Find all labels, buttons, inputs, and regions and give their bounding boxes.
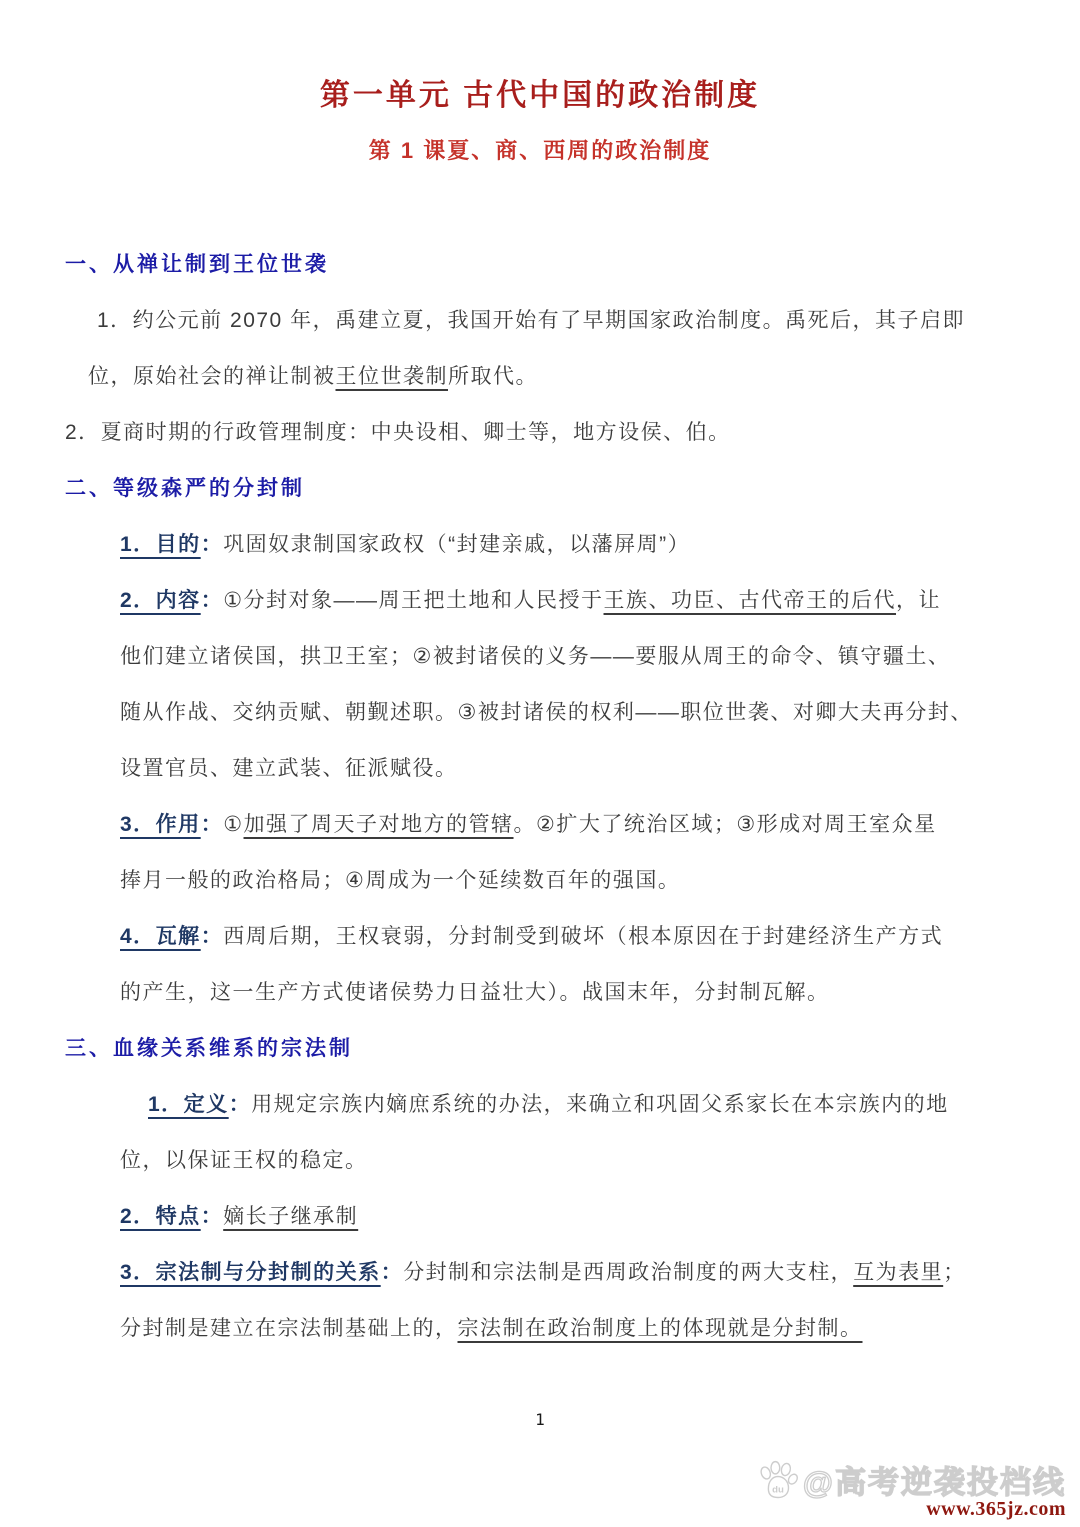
baidu-paw-icon [757, 1459, 799, 1501]
text-segment: 2．夏商时期的行政管理制度：中央设相、卿士等，地方设侯、伯。 [65, 421, 731, 444]
text-line [0, 685, 1080, 741]
underlined-phrase: 王位世袭制 [335, 365, 448, 388]
text-segment: 一、从禅让制到王位世袭 [65, 253, 329, 276]
text-segment: 用规定宗族内嫡庶系统的办法，来确立和巩固父系家长在本宗族内的地 [251, 1093, 949, 1116]
text-segment: 位，以保证王权的稳定。 [120, 1149, 368, 1172]
underlined-phrase: 嫡长子继承制 [223, 1205, 359, 1228]
paw-icon-text: du [771, 1483, 784, 1495]
underlined-phrase: 王族、功臣、古代帝王的后代 [603, 589, 897, 612]
text-segment: 。②扩大了统治区域；③形成对周王室众星 [513, 813, 937, 836]
text-segment: 捧月一般的政治格局；④周成为一个延续数百年的强国。 [120, 869, 681, 892]
text-segment: 位，原始社会的禅让制被 [88, 365, 336, 388]
text-segment: 分封制是建立在宗法制基础上的， [120, 1317, 458, 1340]
text-segment: ①分封对象——周王把土地和人民授于 [223, 589, 604, 612]
text-segment: 随从作战、交纳贡赋、朝觐述职。③被封诸侯的权利——职位世袭、对卿大夫再分封、 [120, 701, 973, 724]
page-number: 1 [535, 1410, 545, 1429]
text-segment: 三、血缘关系维系的宗法制 [65, 1037, 353, 1060]
text-segment: ： [380, 1261, 404, 1284]
item-label: 2．内容 [120, 589, 201, 612]
document-body [0, 237, 1080, 1357]
text-line [0, 1077, 1080, 1133]
text-segment: 西周后期，王权衰弱，分封制受到破坏（根本原因在于封建经济生产方式 [223, 925, 944, 948]
text-segment: 设置官员、建立武装、征派赋役。 [120, 757, 458, 780]
underlined-phrase: 加强了周天子对地方的管辖 [243, 813, 514, 836]
text-segment: 所取代。 [448, 365, 538, 388]
text-segment: ； [943, 1261, 966, 1284]
text-line [0, 1189, 1080, 1245]
text-segment: 二、等级森严的分封制 [65, 477, 305, 500]
watermark-brand [757, 1457, 1066, 1502]
item-label: 2．特点 [120, 1205, 201, 1228]
text-line [0, 517, 1080, 573]
text-line [0, 965, 1080, 1021]
section-heading [0, 1021, 1080, 1077]
text-line [0, 349, 1080, 405]
item-label: 1．目的 [120, 533, 201, 556]
text-segment: 的产生，这一生产方式使诸侯势力日益壮大）。战国末年，分封制瓦解。 [120, 981, 830, 1004]
text-line [0, 797, 1080, 853]
section-heading [0, 237, 1080, 293]
text-segment: 1．约公元前 2070 年，禹建立夏，我国开始有了早期国家政治制度。禹死后，其子启即 [97, 309, 966, 332]
watermark-url: www.365jz.com [926, 1498, 1066, 1520]
text-line [0, 853, 1080, 909]
text-segment: ： [200, 533, 224, 556]
text-line [0, 1245, 1080, 1301]
text-segment: 分封制和宗法制是西周政治制度的两大支柱， [403, 1261, 854, 1284]
item-label: 4．瓦解 [120, 925, 201, 948]
lesson-title: 第 1 课夏、商、西周的政治制度 [368, 138, 712, 163]
section-heading [0, 461, 1080, 517]
item-label: 1．定义 [148, 1093, 229, 1116]
text-line [0, 741, 1080, 797]
text-segment: ，让 [896, 589, 942, 612]
underlined-phrase: 宗法制在政治制度上的体现就是分封制。 [457, 1317, 863, 1340]
text-line [0, 1133, 1080, 1189]
text-line [0, 573, 1080, 629]
text-line [0, 405, 1080, 461]
text-segment: ： [200, 589, 224, 612]
text-segment: 巩固奴隶制国家政权（“封建亲戚，以藩屏周”） [223, 533, 691, 556]
text-segment: ： [200, 813, 224, 836]
text-line [0, 293, 1080, 349]
text-line [0, 629, 1080, 685]
item-label: 3．作用 [120, 813, 201, 836]
item-label: 3．宗法制与分封制的关系 [120, 1261, 381, 1284]
unit-title: 第一单元 古代中国的政治制度 [319, 79, 761, 112]
text-line [0, 1301, 1080, 1357]
text-segment: ① [223, 813, 244, 836]
text-segment: 他们建立诸侯国，拱卫王室；②被封诸侯的义务——要服从周王的命令、镇守疆土、 [120, 645, 951, 668]
text-segment: ： [228, 1093, 252, 1116]
text-segment: ： [200, 1205, 224, 1228]
text-segment: ： [200, 925, 224, 948]
underlined-phrase: 互为表里 [853, 1261, 944, 1284]
watermark-handle: @高考逆袭投档线 [802, 1465, 1066, 1500]
watermark [757, 1457, 1066, 1521]
text-line [0, 909, 1080, 965]
